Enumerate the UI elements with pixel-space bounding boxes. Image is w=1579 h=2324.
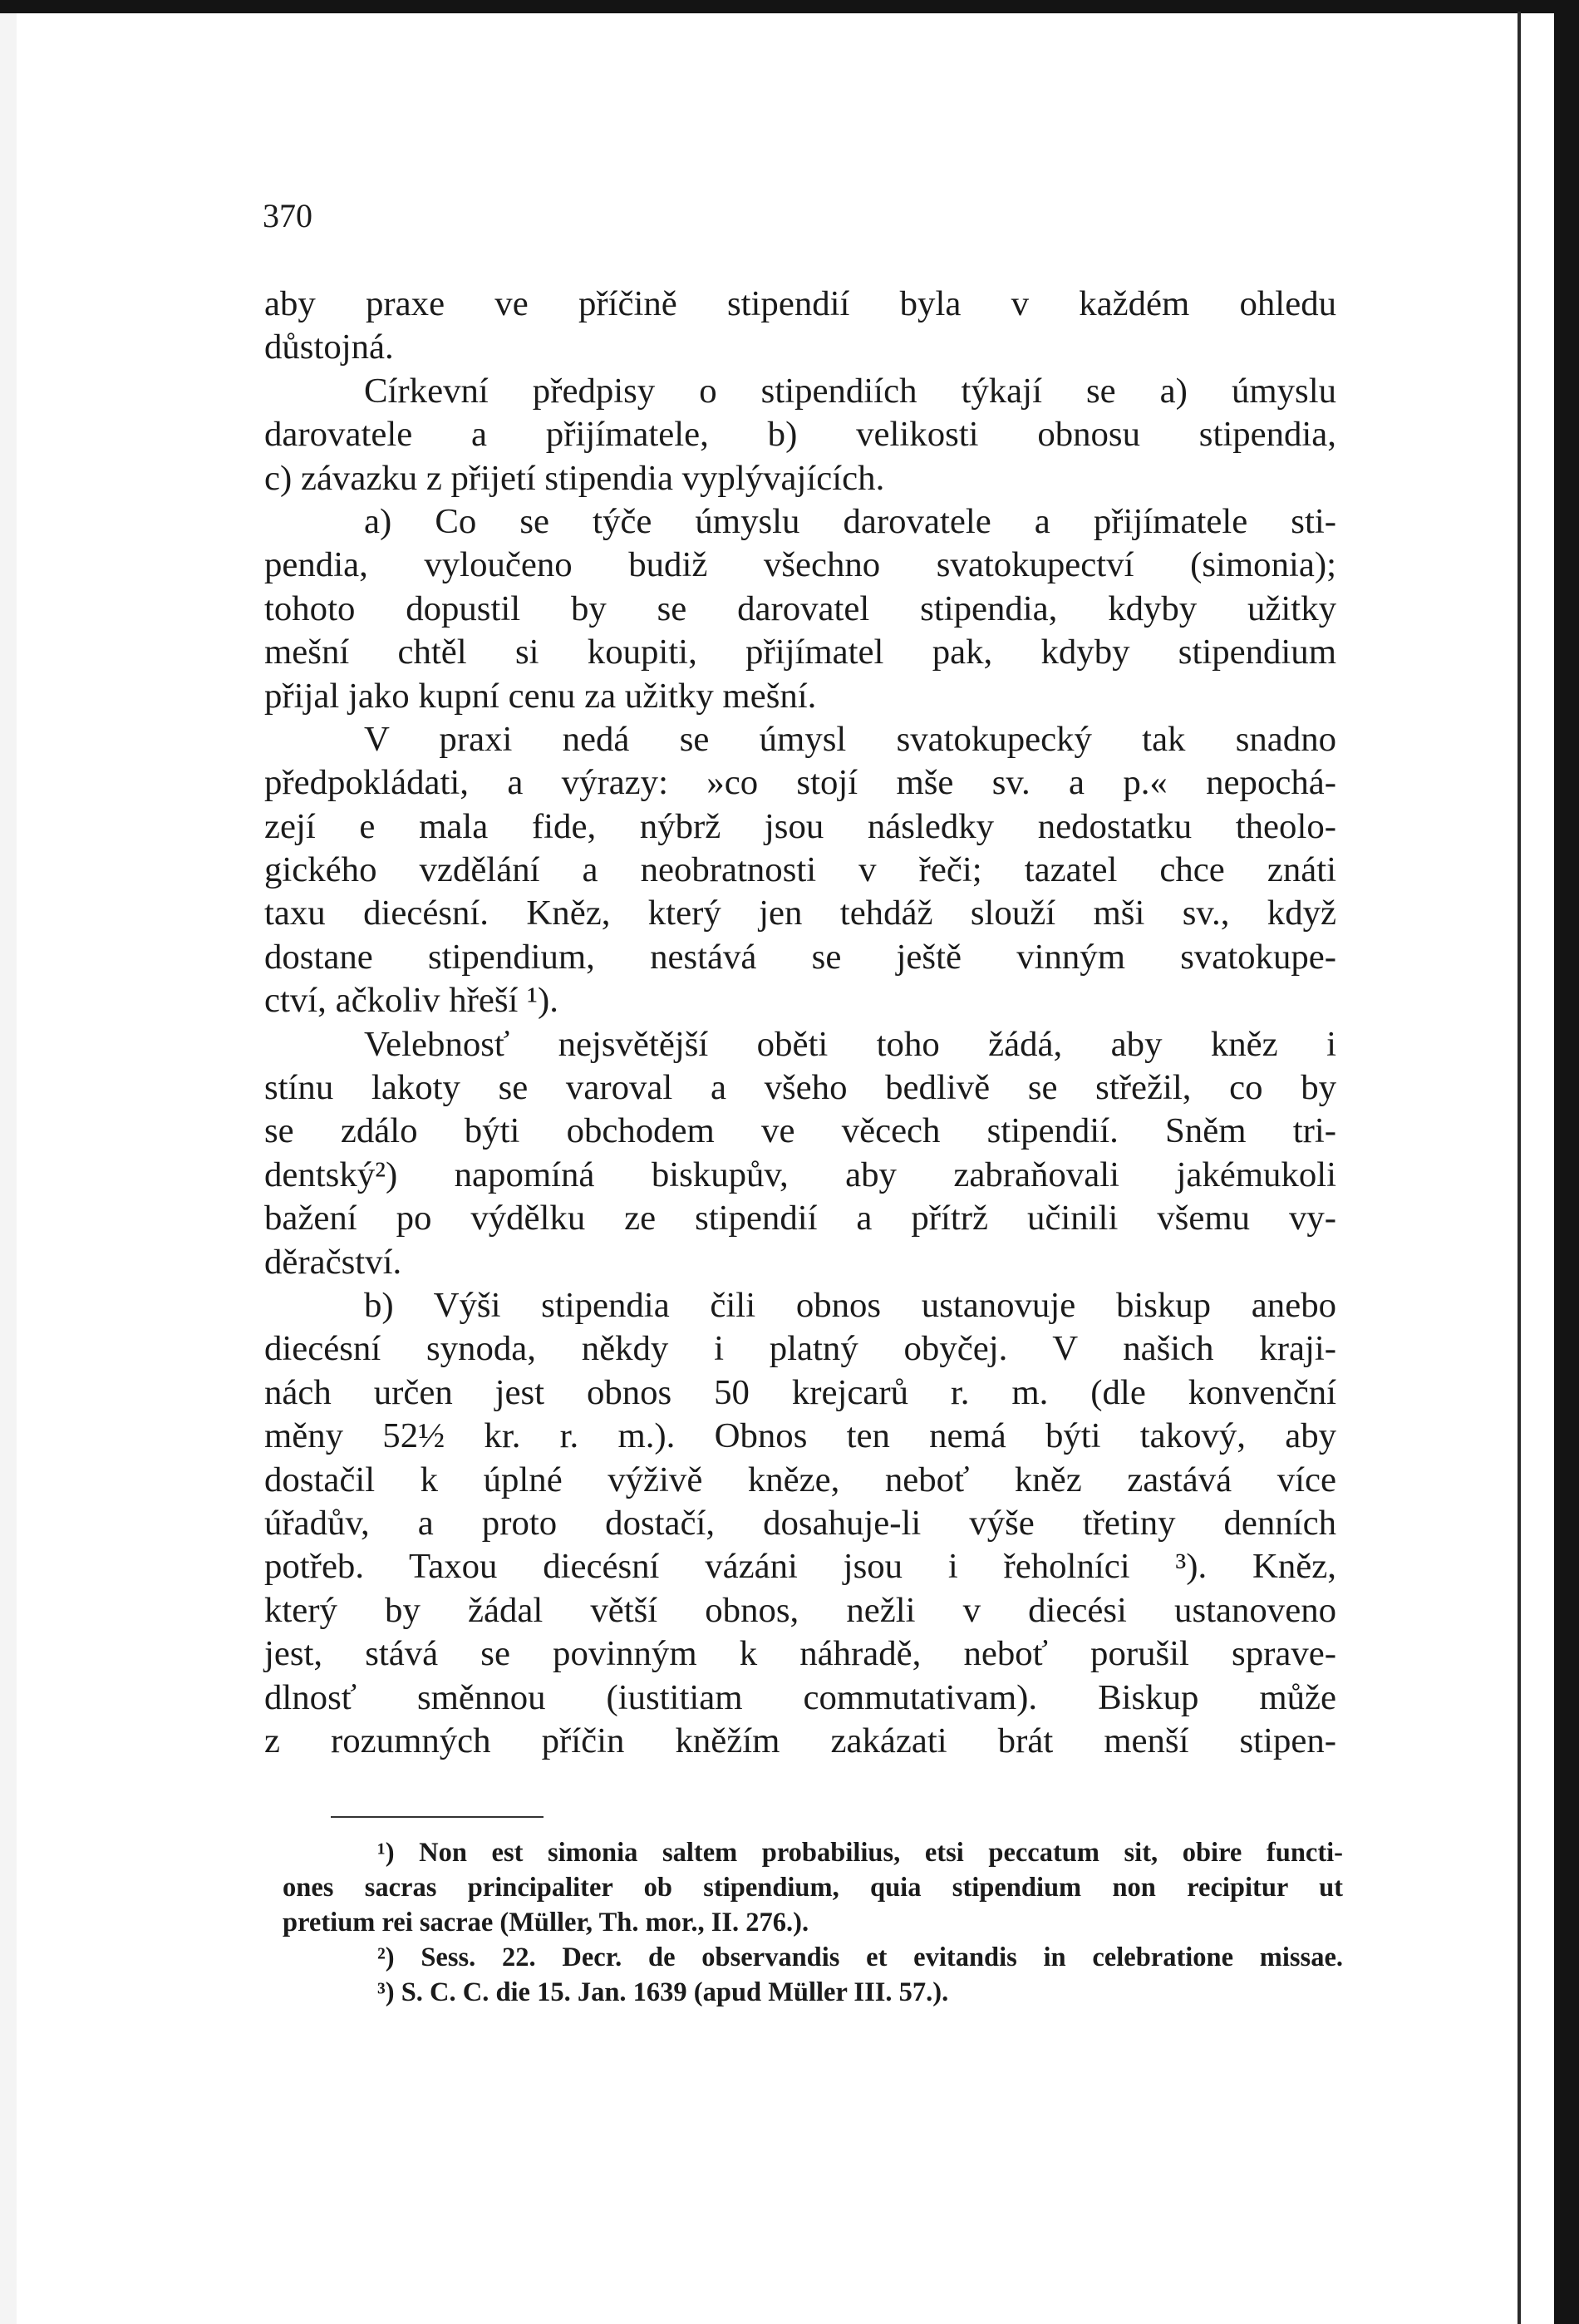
footnote-divider bbox=[331, 1816, 544, 1818]
text-line: stínu lakoty se varoval a všeho bedlivě se střežil, co by bbox=[264, 1068, 1336, 1108]
text-line: aby praxe ve příčině stipendií byla v každém ohledu bbox=[264, 284, 1336, 323]
scan-right-border bbox=[1554, 0, 1579, 2324]
text-line: potřeb. Taxou diecésní vázáni jsou i řeholníci ³). Kněz, bbox=[264, 1547, 1336, 1587]
text-line: tohoto dopustil by se darovatel stipendia, kdyby užitky bbox=[264, 588, 1336, 628]
text-line: darovatele a přijímatele, b) velikosti obnosu stipendia, bbox=[264, 415, 1336, 455]
text-line: V praxi nedá se úmysl svatokupecký tak snadno bbox=[364, 719, 1336, 759]
text-line: bažení po výdělku ze stipendií a přítrž učinili všemu vy- bbox=[264, 1199, 1336, 1238]
text-line: diecésní synoda, někdy i platný obyčej. V našich kraji- bbox=[264, 1329, 1336, 1369]
text-line: dostačil k úplné výživě kněze, neboť kněz zastává více bbox=[264, 1460, 1336, 1499]
text-line: zejí e mala fide, nýbrž jsou následky nedostatku theolo- bbox=[264, 806, 1336, 846]
page-number: 370 bbox=[263, 197, 312, 234]
text-line: děračství. bbox=[264, 1242, 402, 1282]
text-line: měny 52½ kr. r. m.). Obnos ten nemá býti takový, aby bbox=[264, 1416, 1336, 1456]
text-line: dentský²) napomíná biskupův, aby zabraňovali jakémukoli bbox=[264, 1155, 1336, 1194]
text-line: nách určen jest obnos 50 krejcarů r. m. (dle konvenční bbox=[264, 1372, 1336, 1412]
text-line: c) závazku z přijetí stipendia vyplývajících. bbox=[264, 458, 885, 498]
footnote-line: pretium rei sacrae (Müller, Th. mor., II. 276.). bbox=[283, 1908, 809, 1937]
text-line: ctví, ačkoliv hřeší ¹). bbox=[264, 981, 558, 1021]
scan-top-border bbox=[0, 0, 1579, 13]
text-line: mešní chtěl si koupiti, přijímatel pak, kdyby stipendium bbox=[264, 633, 1336, 672]
text-line: b) Výši stipendia čili obnos ustanovuje biskup anebo bbox=[364, 1285, 1336, 1325]
footnote-line: ²) Sess. 22. Decr. de observandis et evitandis in celebratione missae. bbox=[377, 1942, 1343, 1972]
footnote-line: ¹) Non est simonia saltem probabilius, etsi peccatum sit, obire functi- bbox=[377, 1838, 1343, 1868]
text-line: přijal jako kupní cenu za užitky mešní. bbox=[264, 676, 817, 716]
body-text bbox=[264, 283, 1336, 1763]
text-line: z rozumných příčin kněžím zakázati brát menší stipen- bbox=[264, 1721, 1336, 1760]
text-line: a) Co se týče úmyslu darovatele a přijímatele sti- bbox=[364, 501, 1336, 541]
footnote-line: ones sacras principaliter ob stipendium, quia stipendium non recipitur ut bbox=[283, 1873, 1343, 1903]
scan-left-margin bbox=[0, 13, 17, 2324]
text-line: který by žádal větší obnos, nežli v diecési ustanoveno bbox=[264, 1590, 1336, 1630]
text-line: pendia, vyloučeno budiž všechno svatokupectví (simonia); bbox=[264, 545, 1336, 585]
text-line: úřadův, a proto dostačí, dosahuje-li výše třetiny denních bbox=[264, 1503, 1336, 1543]
text-line: předpokládati, a výrazy: »co stojí mše sv. a p.« nepochá- bbox=[264, 763, 1336, 803]
footnote-line: ³) S. C. C. die 15. Jan. 1639 (apud Müller III. 57.). bbox=[377, 1977, 949, 2007]
text-line: se zdálo býti obchodem ve věcech stipendií. Sněm tri- bbox=[264, 1111, 1336, 1151]
text-line: taxu diecésní. Kněz, který jen tehdáž slouží mši sv., když bbox=[264, 894, 1336, 933]
text-line: Církevní předpisy o stipendiích týkají se a) úmyslu bbox=[364, 371, 1336, 411]
text-line: dostane stipendium, nestává se ještě vinným svatokupe- bbox=[264, 937, 1336, 977]
text-line: Velebnosť nejsvětější oběti toho žádá, aby kněz i bbox=[364, 1024, 1336, 1064]
footnotes bbox=[283, 1835, 1343, 2010]
text-line: důstojná. bbox=[264, 327, 394, 367]
text-line: gického vzdělání a neobratnosti v řeči; tazatel chce znáti bbox=[264, 850, 1336, 890]
text-line: dlnosť směnnou (iustitiam commutativam). Biskup může bbox=[264, 1677, 1336, 1717]
text-line: jest, stává se povinným k náhradě, neboť porušil sprave- bbox=[264, 1634, 1336, 1674]
page-edge-line bbox=[1518, 12, 1521, 2324]
